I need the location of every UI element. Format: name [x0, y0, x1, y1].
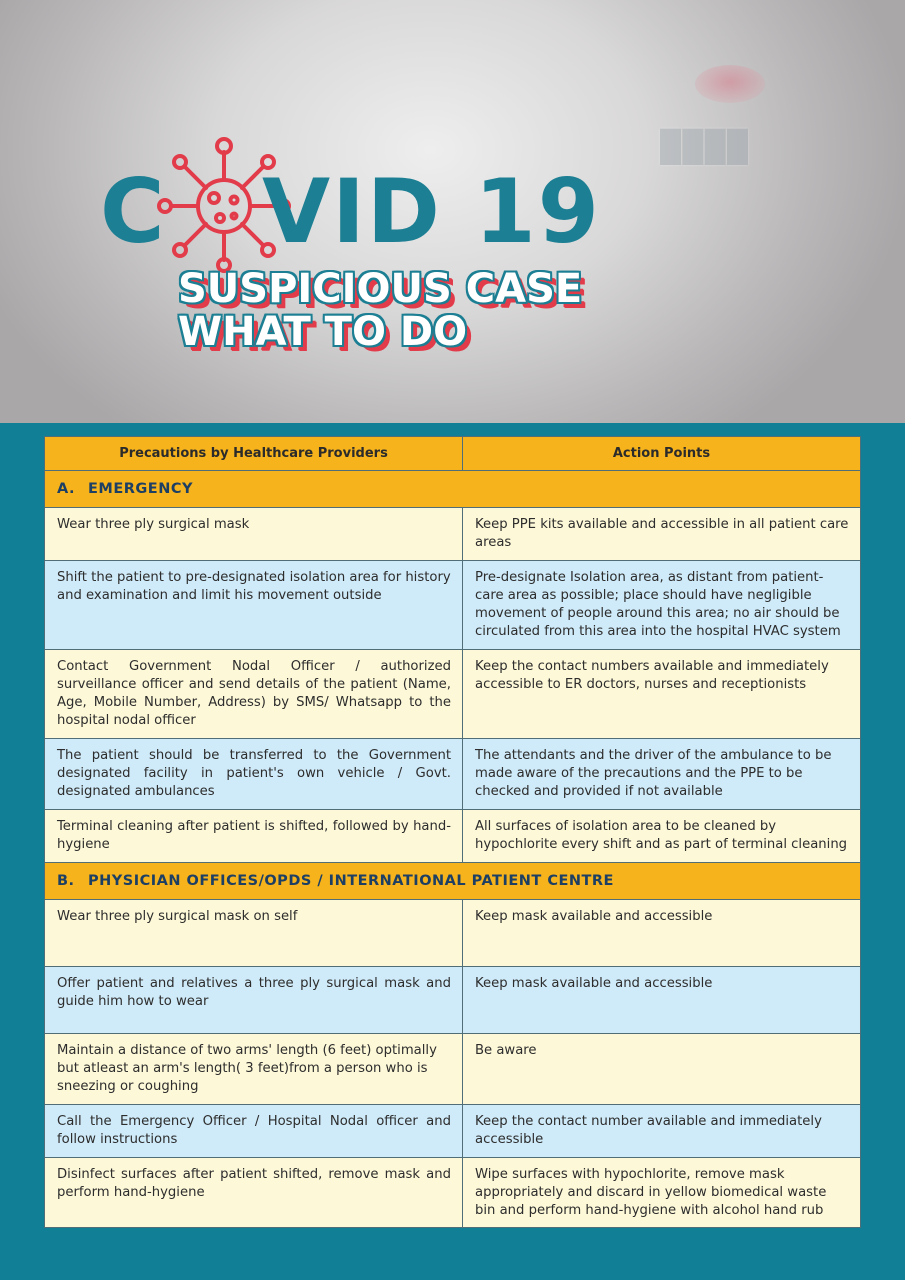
subtitle-line-1: SUSPICIOUS CASE — [178, 266, 583, 312]
table-row — [45, 739, 861, 810]
precaution-cell: Terminal cleaning after patient is shifted, followed by hand-hygiene — [45, 810, 463, 863]
section-name: PHYSICIAN OFFICES/OPDS / INTERNATIONAL PATIENT CENTRE — [88, 873, 614, 889]
precaution-cell: Disinfect surfaces after patient shifted, remove mask and perform hand-hygiene — [45, 1158, 463, 1228]
section-letter: B. — [57, 873, 75, 889]
action-cell: Keep the contact number available and immediately accessible — [463, 1105, 861, 1158]
action-cell: Keep PPE kits available and accessible in all patient care areas — [463, 508, 861, 561]
table-row — [45, 1158, 861, 1228]
table-header-row — [45, 437, 861, 471]
precaution-cell: Maintain a distance of two arms' length (6 feet) optimally but atleast an arm's length( 3 feet)from a person who is sneezing or coughing — [45, 1034, 463, 1105]
action-cell: The attendants and the driver of the ambulance to be made aware of the precautions and the PPE to be checked and provided if not available — [463, 739, 861, 810]
table-row — [45, 967, 861, 1034]
table-row — [45, 900, 861, 967]
section-letter: A. — [57, 481, 75, 497]
table-row — [45, 561, 861, 650]
precaution-cell: The patient should be transferred to the Government designated facility in patient's own vehicle / Govt. designated ambulances — [45, 739, 463, 810]
section-header-emergency — [45, 471, 861, 508]
watermark-logo — [655, 60, 835, 200]
action-cell: Keep mask available and accessible — [463, 967, 861, 1034]
table-row — [45, 810, 861, 863]
precaution-cell: Wear three ply surgical mask on self — [45, 900, 463, 967]
action-cell: All surfaces of isolation area to be cleaned by hypochlorite every shift and as part of terminal cleaning — [463, 810, 861, 863]
table-row — [45, 650, 861, 739]
column-header-precautions: Precautions by Healthcare Providers — [45, 437, 463, 471]
section-header-physician-offices — [45, 863, 861, 900]
title-letter-c: C — [100, 160, 167, 263]
section-title — [45, 863, 861, 900]
subtitle-line-2: WHAT TO DO — [178, 309, 468, 355]
action-cell: Keep mask available and accessible — [463, 900, 861, 967]
column-header-action-points: Action Points — [463, 437, 861, 471]
action-cell: Keep the contact numbers available and immediately accessible to ER doctors, nurses and receptionists — [463, 650, 861, 739]
precautions-table — [44, 436, 861, 1228]
precaution-cell: Contact Government Nodal Officer / authorized surveillance officer and send details of the patient (Name, Age, Mobile Number, Address) by SMS/ Whatsapp to the hospital nodal officer — [45, 650, 463, 739]
precaution-cell: Wear three ply surgical mask — [45, 508, 463, 561]
action-cell: Be aware — [463, 1034, 861, 1105]
precaution-cell: Call the Emergency Officer / Hospital Nodal officer and follow instructions — [45, 1105, 463, 1158]
table-row — [45, 1105, 861, 1158]
action-cell: Pre-designate Isolation area, as distant from patient-care area as possible; place should have negligible movement of people around this area; no air should be circulated from this area into the hospital HVAC system — [463, 561, 861, 650]
action-cell: Wipe surfaces with hypochlorite, remove mask appropriately and discard in yellow biomedical waste bin and perform hand-hygiene with alcohol hand rub — [463, 1158, 861, 1228]
precaution-cell: Offer patient and relatives a three ply surgical mask and guide him how to wear — [45, 967, 463, 1034]
header-banner — [0, 0, 905, 423]
watermark-mark: ████ — [660, 130, 750, 163]
precautions-table-container — [44, 436, 860, 1228]
section-name: EMERGENCY — [88, 481, 193, 497]
section-title — [45, 471, 861, 508]
precaution-cell: Shift the patient to pre-designated isolation area for history and examination and limit his movement outside — [45, 561, 463, 650]
table-row — [45, 508, 861, 561]
title-text: VID 19 — [262, 160, 601, 263]
page-subtitle — [178, 268, 582, 354]
watermark-emblem — [695, 65, 765, 103]
table-row — [45, 1034, 861, 1105]
